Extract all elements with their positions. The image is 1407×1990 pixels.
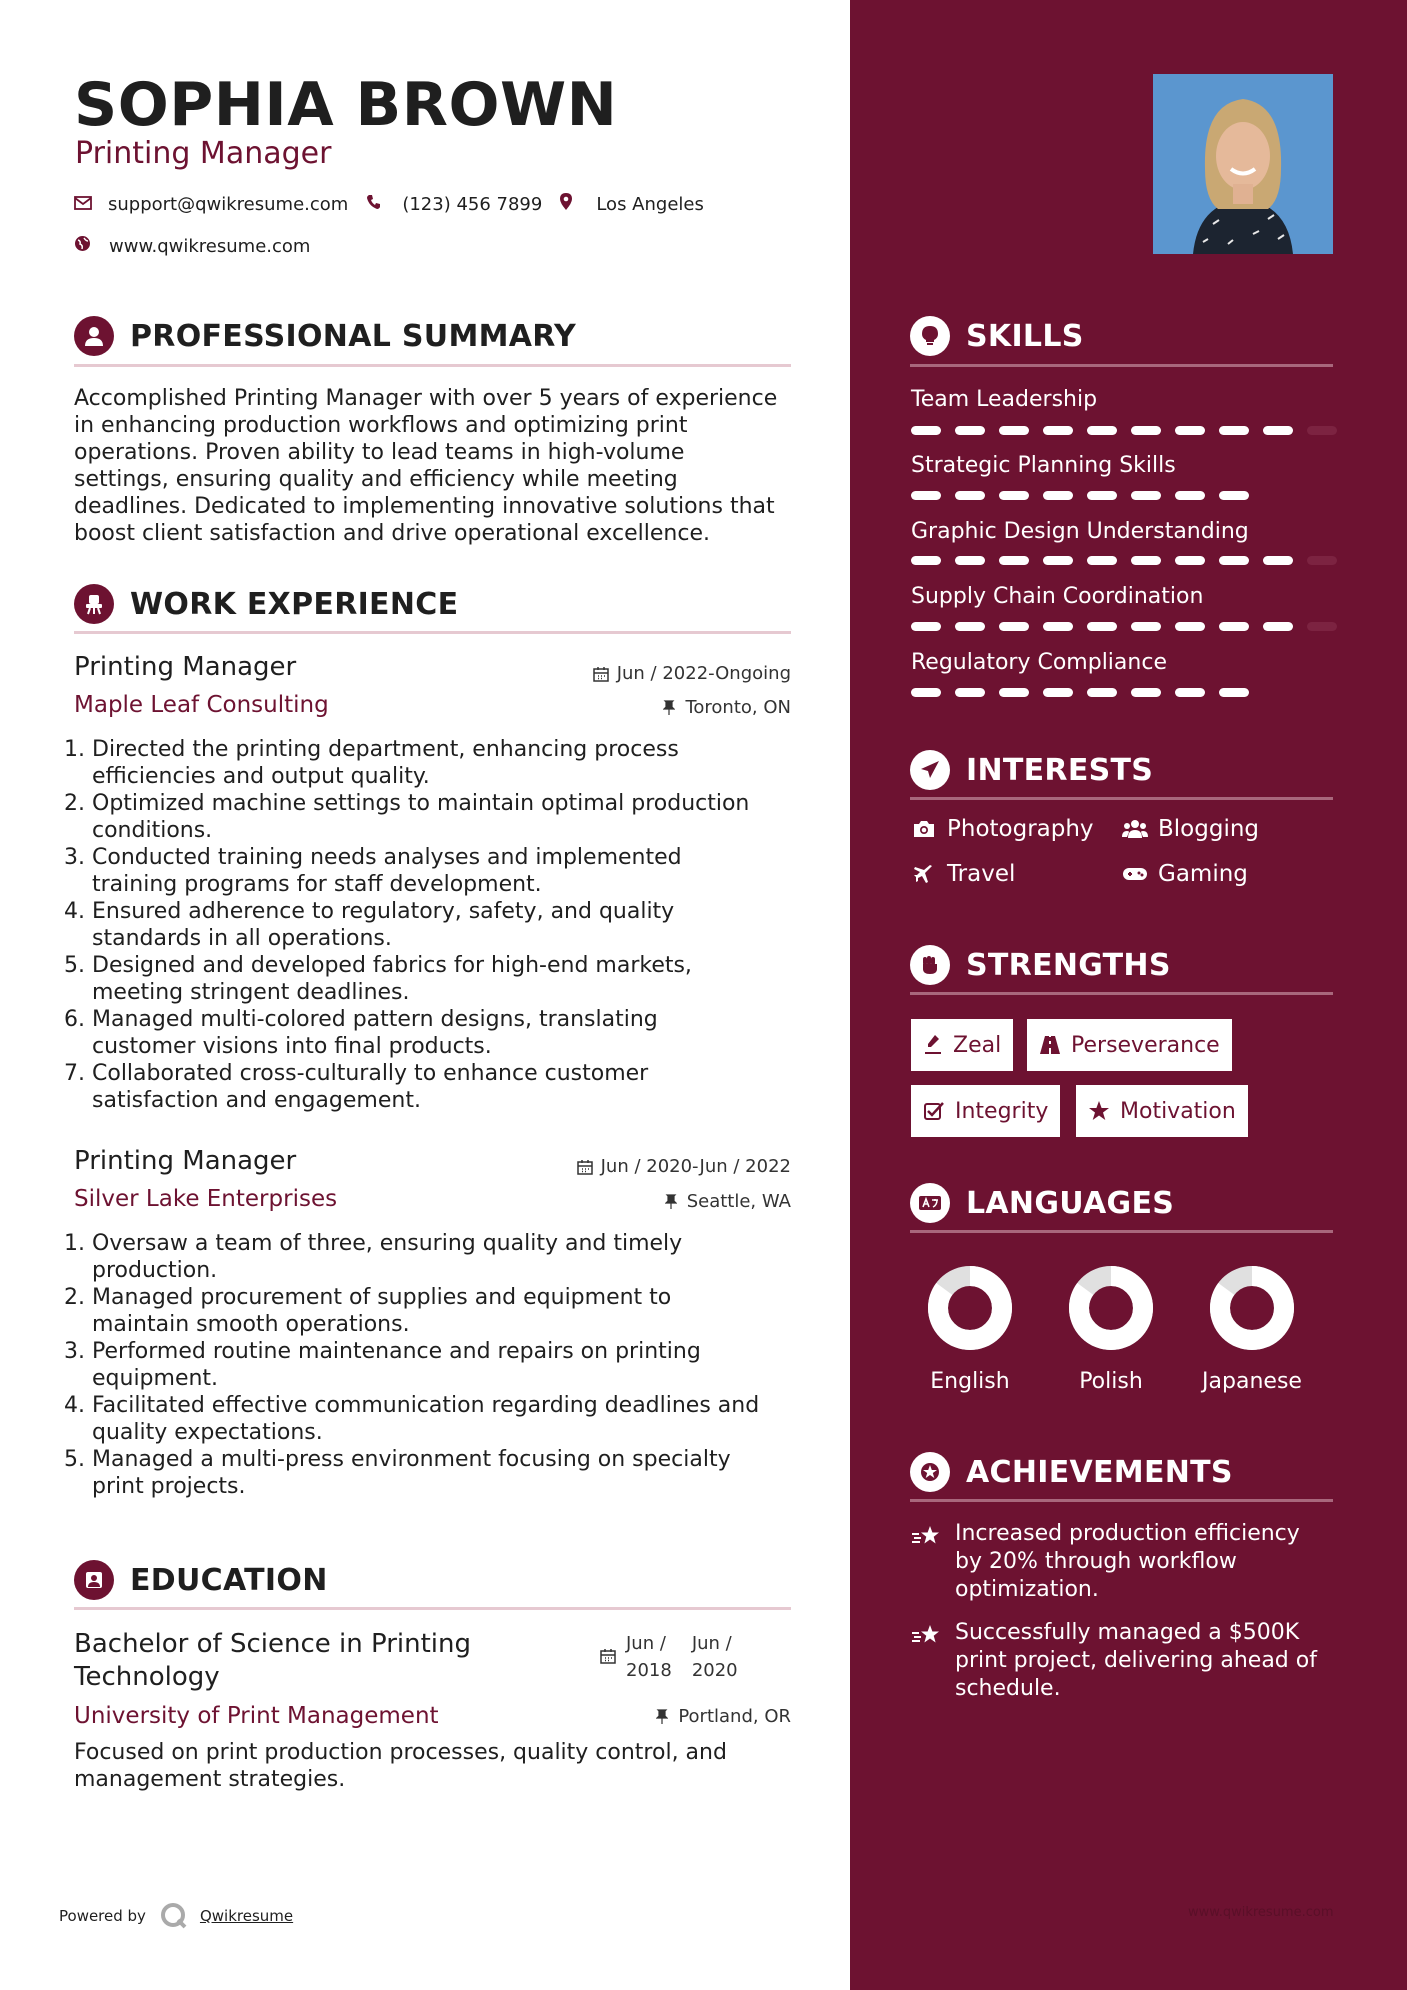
pushpin-icon xyxy=(665,1194,677,1210)
interest-blogging xyxy=(1122,816,1259,842)
summary-text xyxy=(74,385,814,547)
skill-dash xyxy=(999,426,1029,435)
job-2-dates: Jun / 2020-Jun / 2022 xyxy=(600,1156,791,1177)
job-2-duties xyxy=(74,1230,832,1500)
language-label: Polish xyxy=(1079,1369,1143,1394)
skill-dash xyxy=(1219,426,1249,435)
skill-dash xyxy=(955,556,985,565)
shooting-star-icon xyxy=(911,1619,943,1703)
qwikresume-logo-icon xyxy=(160,1902,188,1930)
school-name: University of Print Management xyxy=(74,1703,439,1729)
skill-dash xyxy=(1263,426,1293,435)
skill-dash xyxy=(1219,556,1249,565)
skill-dash xyxy=(999,688,1029,697)
interest-gaming xyxy=(1122,861,1248,887)
experience-title: WORK EXPERIENCE xyxy=(130,586,459,622)
pen-icon xyxy=(923,1034,943,1056)
job-1-dates: Jun / 2022-Ongoing xyxy=(616,663,791,684)
job-2-title: Printing Manager xyxy=(74,1146,297,1176)
calendar-icon xyxy=(600,1648,616,1664)
skill-dash xyxy=(1087,426,1117,435)
achievement-text xyxy=(955,1619,1317,1703)
interest-label: Photography xyxy=(947,816,1094,842)
achievement-line: Increased production efficiency xyxy=(955,1521,1300,1546)
strength-label: Integrity xyxy=(955,1098,1049,1124)
item-line: print projects. xyxy=(92,1474,246,1499)
skill-dash xyxy=(1263,622,1293,631)
item-line: 7. Collaborated cross-culturally to enhance customer xyxy=(92,1061,649,1086)
skill-dash xyxy=(1175,688,1205,697)
list-item xyxy=(92,1338,832,1392)
phone-number: (123) 456 7899 xyxy=(402,193,543,215)
end-date xyxy=(692,1630,738,1684)
description-line: management strategies. xyxy=(74,1767,346,1792)
plane-icon xyxy=(911,864,937,884)
education-dates xyxy=(600,1630,738,1684)
start-month: Jun / xyxy=(626,1633,666,1654)
skill-dash xyxy=(1175,491,1205,500)
list-item xyxy=(92,790,832,844)
skill-dash xyxy=(1087,688,1117,697)
skill-dash xyxy=(1175,426,1205,435)
item-line: equipment. xyxy=(92,1366,219,1391)
description-line: Focused on print production processes, quality control, and xyxy=(74,1740,727,1765)
languages-divider xyxy=(910,1230,1333,1233)
skill-dash xyxy=(955,622,985,631)
qwikresume-link[interactable]: Qwikresume xyxy=(199,1907,294,1925)
education-location: Portland, OR xyxy=(678,1706,791,1727)
award-icon xyxy=(910,1452,950,1492)
strengths-heading xyxy=(910,945,1171,985)
skill-dash xyxy=(999,622,1029,631)
item-line: 5. Designed and developed fabrics for high-end markets, xyxy=(92,953,692,978)
map-marker-icon xyxy=(560,193,572,215)
item-line: 1. Oversaw a team of three, ensuring quality and timely xyxy=(92,1231,683,1256)
achievement-line: by 20% through workflow xyxy=(955,1549,1237,1574)
user-icon xyxy=(74,316,114,356)
language-item xyxy=(1192,1265,1312,1394)
skill-rating xyxy=(911,556,1337,565)
item-line: training programs for staff development. xyxy=(92,872,542,897)
job-1-title: Printing Manager xyxy=(74,652,297,682)
website-row xyxy=(74,235,310,257)
interest-travel xyxy=(911,861,1015,887)
list-item xyxy=(92,952,832,1006)
skill-dash xyxy=(1043,426,1073,435)
summary-line: operations. Proven ability to lead teams in high-volume xyxy=(74,440,685,465)
education-title: EDUCATION xyxy=(130,1562,328,1598)
skills-divider xyxy=(910,364,1333,367)
skill-rating xyxy=(911,622,1337,631)
candidate-name: SOPHIA BROWN xyxy=(74,70,618,140)
job-2-dates-row xyxy=(577,1156,791,1177)
skill-dash xyxy=(1131,622,1161,631)
degree-line: Bachelor of Science in Printing xyxy=(74,1629,471,1659)
item-line: 1. Directed the printing department, enhancing process xyxy=(92,737,679,762)
job-1-duties xyxy=(74,736,832,1114)
skill-dash xyxy=(1131,426,1161,435)
strengths-title: STRENGTHS xyxy=(966,947,1171,983)
language-label: Japanese xyxy=(1202,1369,1302,1394)
list-item xyxy=(92,844,832,898)
summary-line: Accomplished Printing Manager with over 5 years of experience xyxy=(74,386,778,411)
skills-heading xyxy=(910,316,1084,356)
skill-dash xyxy=(1307,556,1337,565)
language-donut xyxy=(1209,1265,1295,1351)
skill-dash xyxy=(999,556,1029,565)
job-title: Printing Manager xyxy=(75,136,332,171)
job-2-location: Seattle, WA xyxy=(686,1191,791,1212)
education-divider xyxy=(74,1607,791,1610)
job-2-location-row xyxy=(665,1191,791,1212)
skill-dash xyxy=(1043,491,1073,500)
skill-dash xyxy=(1131,556,1161,565)
skill-rating xyxy=(911,491,1249,500)
language-item xyxy=(1051,1265,1171,1394)
summary-title: PROFESSIONAL SUMMARY xyxy=(130,318,577,354)
skill-dash xyxy=(1219,622,1249,631)
languages-heading xyxy=(910,1183,1174,1223)
item-line: conditions. xyxy=(92,818,213,843)
item-line: quality expectations. xyxy=(92,1420,323,1445)
strength-badge xyxy=(911,1019,1013,1071)
item-line: 2. Managed procurement of supplies and equipment to xyxy=(92,1285,672,1310)
skill-dash xyxy=(1043,622,1073,631)
start-year: 2018 xyxy=(626,1660,672,1681)
skill-rating xyxy=(911,688,1249,697)
language-donut xyxy=(1068,1265,1154,1351)
strength-label: Motivation xyxy=(1120,1098,1236,1124)
skill-dash xyxy=(911,556,941,565)
item-line: meeting stringent deadlines. xyxy=(92,980,410,1005)
item-line: standards in all operations. xyxy=(92,926,392,951)
interest-label: Gaming xyxy=(1158,861,1248,887)
list-item xyxy=(92,1006,832,1060)
powered-by-text: Powered by xyxy=(59,1907,146,1925)
list-item xyxy=(92,1446,832,1500)
skill-dash xyxy=(911,491,941,500)
list-item xyxy=(92,1392,832,1446)
pushpin-icon xyxy=(656,1709,668,1725)
experience-heading xyxy=(74,584,458,624)
globe-icon xyxy=(74,235,91,257)
experience-divider xyxy=(74,631,791,634)
skill-label: Graphic Design Understanding xyxy=(911,519,1249,544)
interests-heading xyxy=(910,750,1153,790)
list-item xyxy=(92,1230,832,1284)
contact-row xyxy=(74,193,704,215)
skill-dash xyxy=(1307,622,1337,631)
phone-icon xyxy=(366,194,382,215)
item-line: 6. Managed multi-colored pattern designs, translating xyxy=(92,1007,658,1032)
skill-dash xyxy=(1131,688,1161,697)
skill-dash xyxy=(911,426,941,435)
calendar-icon xyxy=(577,1159,593,1175)
profile-photo xyxy=(1153,74,1333,254)
skill-dash xyxy=(1219,491,1249,500)
list-item xyxy=(92,1284,832,1338)
pushpin-icon xyxy=(663,700,675,716)
strength-badge xyxy=(1076,1085,1248,1137)
job-1-dates-row xyxy=(593,663,791,684)
interest-label: Blogging xyxy=(1158,816,1260,842)
item-line: maintain smooth operations. xyxy=(92,1312,410,1337)
list-item xyxy=(92,1060,832,1114)
skill-dash xyxy=(1043,556,1073,565)
summary-heading xyxy=(74,316,576,356)
paper-plane-icon xyxy=(910,750,950,790)
item-line: customer visions into final products. xyxy=(92,1034,492,1059)
skill-dash xyxy=(911,688,941,697)
skill-label: Supply Chain Coordination xyxy=(911,584,1204,609)
item-line: 3. Conducted training needs analyses and implemented xyxy=(92,845,682,870)
end-year: 2020 xyxy=(691,1660,738,1681)
skills-title: SKILLS xyxy=(966,318,1084,354)
degree xyxy=(74,1628,471,1694)
email-link[interactable]: support@qwikresume.com xyxy=(108,193,349,215)
summary-line: settings, ensuring quality and efficiency while meeting xyxy=(74,467,678,492)
achievement-item xyxy=(911,1619,1341,1703)
interests-divider xyxy=(910,797,1333,800)
achievement-line: Successfully managed a $500K xyxy=(955,1620,1300,1645)
item-line: efficiencies and output quality. xyxy=(92,764,430,789)
skill-dash xyxy=(1131,491,1161,500)
job-1-location: Toronto, ON xyxy=(685,697,791,718)
language-label: English xyxy=(930,1369,1010,1394)
item-line: 5. Managed a multi-press environment focusing on specialty xyxy=(92,1447,731,1472)
skill-dash xyxy=(1219,688,1249,697)
skill-dash xyxy=(955,491,985,500)
achievement-line: print project, delivering ahead of xyxy=(955,1648,1317,1673)
camera-icon xyxy=(911,819,937,839)
job-1-location-row xyxy=(663,697,791,718)
lightbulb-icon xyxy=(910,316,950,356)
language-donut xyxy=(927,1265,1013,1351)
website-link[interactable]: www.qwikresume.com xyxy=(109,235,311,257)
skill-dash xyxy=(1043,688,1073,697)
achievements-title: ACHIEVEMENTS xyxy=(966,1454,1233,1490)
education-heading xyxy=(74,1560,328,1600)
education-description xyxy=(74,1739,814,1793)
skill-dash xyxy=(999,491,1029,500)
item-line: 4. Facilitated effective communication regarding deadlines and xyxy=(92,1393,760,1418)
skill-dash xyxy=(1087,622,1117,631)
skill-dash xyxy=(911,622,941,631)
road-icon xyxy=(1039,1035,1061,1055)
skill-dash xyxy=(1263,556,1293,565)
strength-badge xyxy=(911,1085,1060,1137)
skill-label: Team Leadership xyxy=(911,387,1098,412)
location-text: Los Angeles xyxy=(596,193,704,215)
strengths-divider xyxy=(910,992,1333,995)
strength-label: Zeal xyxy=(953,1032,1002,1058)
summary-divider xyxy=(74,364,791,367)
skill-dash xyxy=(955,426,985,435)
skill-dash xyxy=(1087,556,1117,565)
languages-title: LANGUAGES xyxy=(966,1185,1175,1221)
summary-line: in enhancing production workflows and optimizing print xyxy=(74,413,688,438)
strength-label: Perseverance xyxy=(1071,1032,1220,1058)
watermark-text: www.qwikresume.com xyxy=(1188,1905,1334,1920)
fist-icon xyxy=(910,945,950,985)
achievement-line: optimization. xyxy=(955,1577,1099,1602)
skill-dash xyxy=(1175,556,1205,565)
interest-label: Travel xyxy=(947,861,1016,887)
language-icon xyxy=(910,1183,950,1223)
item-line: satisfaction and engagement. xyxy=(92,1088,421,1113)
shooting-star-icon xyxy=(911,1520,943,1604)
interests-title: INTERESTS xyxy=(966,752,1154,788)
skill-dash xyxy=(1087,491,1117,500)
achievement-item xyxy=(911,1520,1341,1604)
education-location-row xyxy=(656,1706,791,1727)
item-line: 2. Optimized machine settings to maintain optimal production xyxy=(92,791,750,816)
item-line: 3. Performed routine maintenance and repairs on printing xyxy=(92,1339,701,1364)
star-icon xyxy=(1088,1101,1110,1121)
achievement-text xyxy=(955,1520,1300,1604)
users-icon xyxy=(1122,819,1148,839)
list-item xyxy=(92,898,832,952)
skill-label: Regulatory Compliance xyxy=(911,650,1167,675)
interest-photography xyxy=(911,816,1094,842)
item-line: production. xyxy=(92,1258,218,1283)
job-1-company: Maple Leaf Consulting xyxy=(74,692,329,718)
checkbox-icon xyxy=(923,1101,945,1121)
achievements-heading xyxy=(910,1452,1233,1492)
skill-dash xyxy=(1307,426,1337,435)
degree-line: Technology xyxy=(74,1662,220,1692)
end-month: Jun / xyxy=(691,1633,732,1654)
strength-badge xyxy=(1027,1019,1232,1071)
start-date xyxy=(626,1630,672,1684)
skill-dash xyxy=(955,688,985,697)
skill-rating xyxy=(911,426,1337,435)
skill-dash xyxy=(1175,622,1205,631)
envelope-icon xyxy=(74,194,92,215)
graduate-icon xyxy=(74,1560,114,1600)
summary-line: deadlines. Dedicated to implementing innovative solutions that xyxy=(74,494,775,519)
summary-line: boost client satisfaction and drive operational excellence. xyxy=(74,521,710,546)
language-item xyxy=(910,1265,1030,1394)
item-line: 4. Ensured adherence to regulatory, safety, and quality xyxy=(92,899,675,924)
skill-label: Strategic Planning Skills xyxy=(911,453,1176,478)
job-2-company: Silver Lake Enterprises xyxy=(74,1186,338,1212)
achievements-divider xyxy=(910,1499,1333,1502)
list-item xyxy=(92,736,832,790)
gamepad-icon xyxy=(1122,866,1148,882)
achievement-line: schedule. xyxy=(955,1676,1061,1701)
footer xyxy=(59,1902,293,1930)
calendar-icon xyxy=(593,666,609,682)
chair-icon xyxy=(74,584,114,624)
